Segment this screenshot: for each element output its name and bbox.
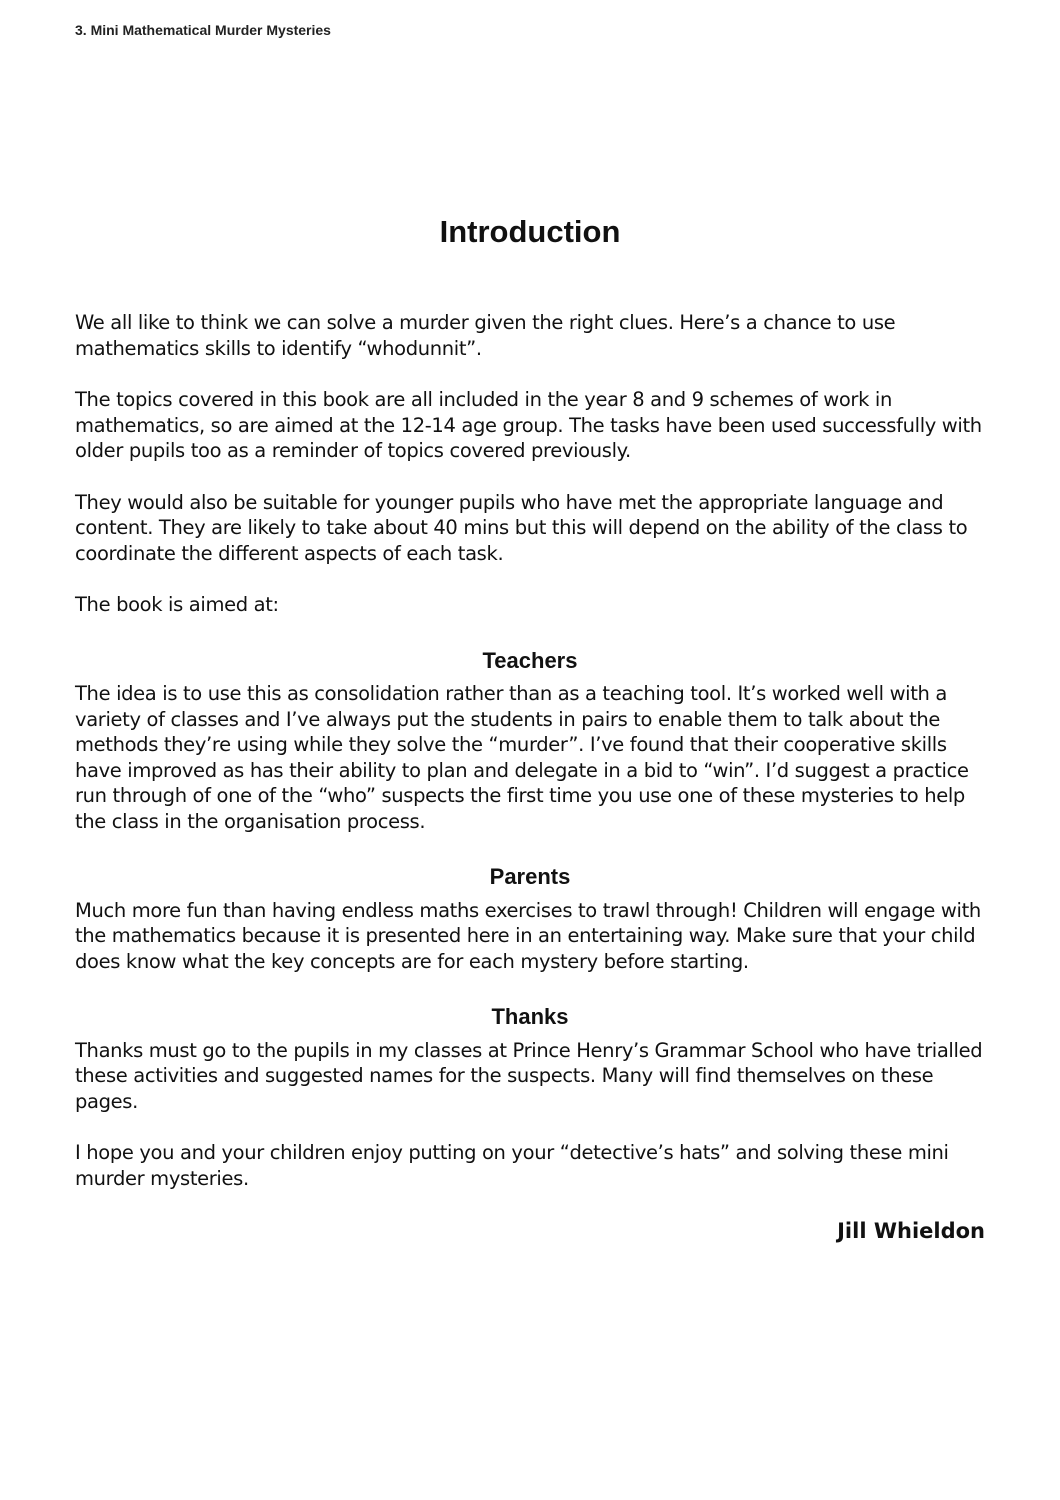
section-heading-thanks: Thanks — [491, 1004, 569, 1029]
section-text-teachers: The idea is to use this as consolidation rather than as a teaching tool. It’s worked well with a variety of classes and I’ve always put the students in pairs to enable them to talk about the methods they’re using while they solve the “murder”. I’ve found that their cooperative skills have improved as has their ability to plan and delegate in a bid to “win”. I’d suggest a practice run through of one of the “who” suspects the first time you use one of these mysteries to help the class in the organisation process. — [75, 682, 969, 833]
running-header: 3. Mini Mathematical Murder Mysteries — [75, 22, 331, 38]
section-text-thanks: Thanks must go to the pupils in my classes at Prince Henry’s Grammar School who have trialled these activities and suggested names for the suspects. Many will find themselves on these pages. — [75, 1038, 983, 1113]
section-text-parents: Much more fun than having endless maths exercises to trawl through! Children will engage with the mathematics because it is presented here in an entertaining way. Make sure that your child does know what the key concepts are for each mystery before starting. — [75, 898, 981, 973]
intro-paragraph: They would also be suitable for younger pupils who have met the appropriate language and content. They are likely to take about 40 mins but this will depend on the ability of the class to coordinate the different aspects of each task. — [75, 490, 968, 565]
page-title: Introduction — [439, 214, 621, 249]
section-heading-parents: Parents — [489, 864, 571, 889]
section-heading-teachers: Teachers — [482, 647, 578, 673]
closing-paragraph: I hope you and your children enjoy putting on your “detective’s hats” and solving these mini murder mysteries. — [75, 1141, 949, 1190]
intro-paragraph: We all like to think we can solve a murder given the right clues. Here’s a chance to use mathematics skills to identify “whodunnit”. — [75, 311, 896, 360]
intro-paragraph: The topics covered in this book are all included in the year 8 and 9 schemes of work in mathematics, so are aimed at the 12-14 age group. The tasks have been used successfully with older pupils too as a reminder of topics covered previously. — [75, 388, 982, 462]
intro-paragraph: The book is aimed at: — [75, 593, 279, 616]
author-signature: Jill Whieldon — [837, 1219, 985, 1243]
document-body — [75, 310, 985, 1271]
